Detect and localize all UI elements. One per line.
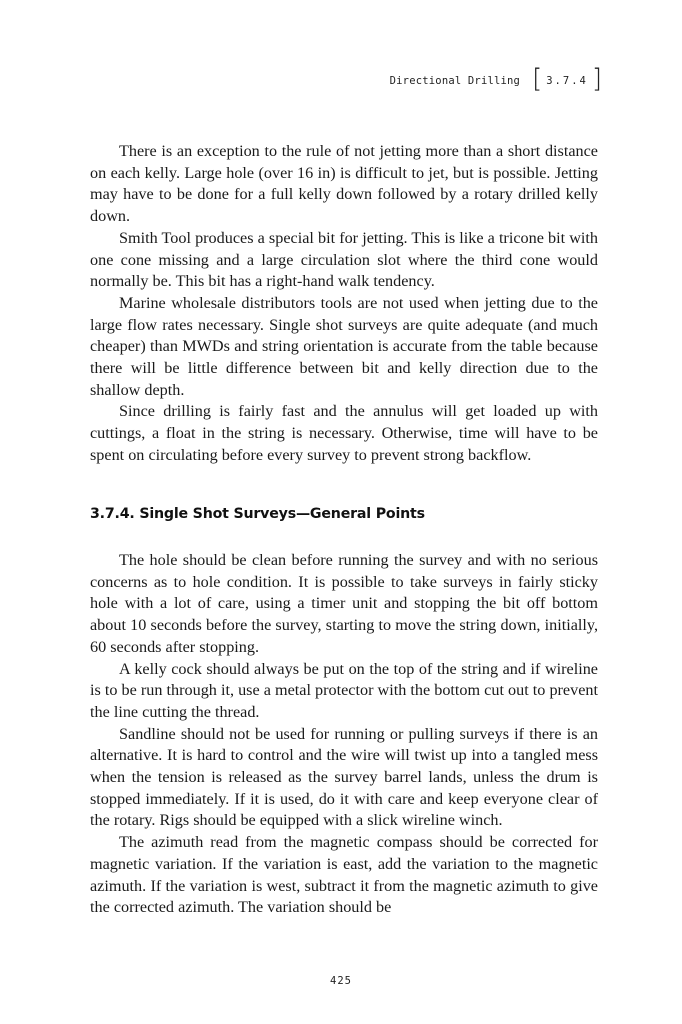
paragraph: The hole should be clean before running the survey and with no serious concerns as to hole condition. It is possible to take surveys in fairly sticky hole with a lot of care, using a timer unit and stopping the bit off bottom about 10 seconds before the survey, starting to move the string down, initially, 60 seconds after stopping. (90, 551, 598, 656)
paragraph: There is an exception to the rule of not jetting more than a short distance on each kelly. Large hole (over 16 in) is difficult to jet, but is possible. Jetting may have to be done for a full kelly down followed by a rotary drilled kelly down. (90, 142, 598, 226)
page-number: 425 (330, 975, 352, 987)
paragraph: Marine wholesale distributors tools are not used when jetting due to the large flow rates necessary. Single shot surveys are quite adequate (and much cheaper) than MWDs and string orientation is accurate from the table because there will be little difference between bit and kelly direction due to the shallow depth. (90, 293, 598, 399)
paragraph: Smith Tool produces a special bit for jetting. This is like a tricone bit with one cone missing and a large circulation slot where the third cone would normally be. This bit has a right-hand walk tendency. (90, 228, 598, 291)
section-heading: 3.7.4. Single Shot Surveys—General Points (90, 506, 425, 522)
section-text-block (90, 550, 598, 919)
bracket-close: ] (591, 64, 602, 94)
running-header (390, 66, 602, 96)
bracket-open: [ (532, 64, 543, 94)
paragraph: A kelly cock should always be put on the top of the string and if wireline is to be run through it, use a metal protector with the bottom cut out to prevent the line cutting the thread. (90, 659, 598, 721)
intro-text-block (90, 141, 598, 467)
paragraph: Sandline should not be used for running or pulling surveys if there is an alternative. It is hard to control and the wire will twist up into a tangled mess when the tension is released as the survey barrel lands, unless the drum is stopped immediately. If it is used, do it with care and keep everyone clear of the rotary. Rigs should be equipped with a slick wireline winch. (90, 724, 598, 830)
running-section-number: 3.7.4 (546, 75, 588, 87)
paragraph: The azimuth read from the magnetic compass should be corrected for magnetic variation. If the variation is east, add the variation to the magnetic azimuth. If the variation is west, subtract it from the magnetic azimuth to give the corrected azimuth. The variation should be (90, 833, 598, 917)
paragraph: Since drilling is fairly fast and the annulus will get loaded up with cuttings, a float in the string is necessary. Otherwise, time will have to be spent on circulating before every survey to prevent strong backflow. (90, 402, 598, 464)
running-title: Directional Drilling (389, 75, 521, 87)
